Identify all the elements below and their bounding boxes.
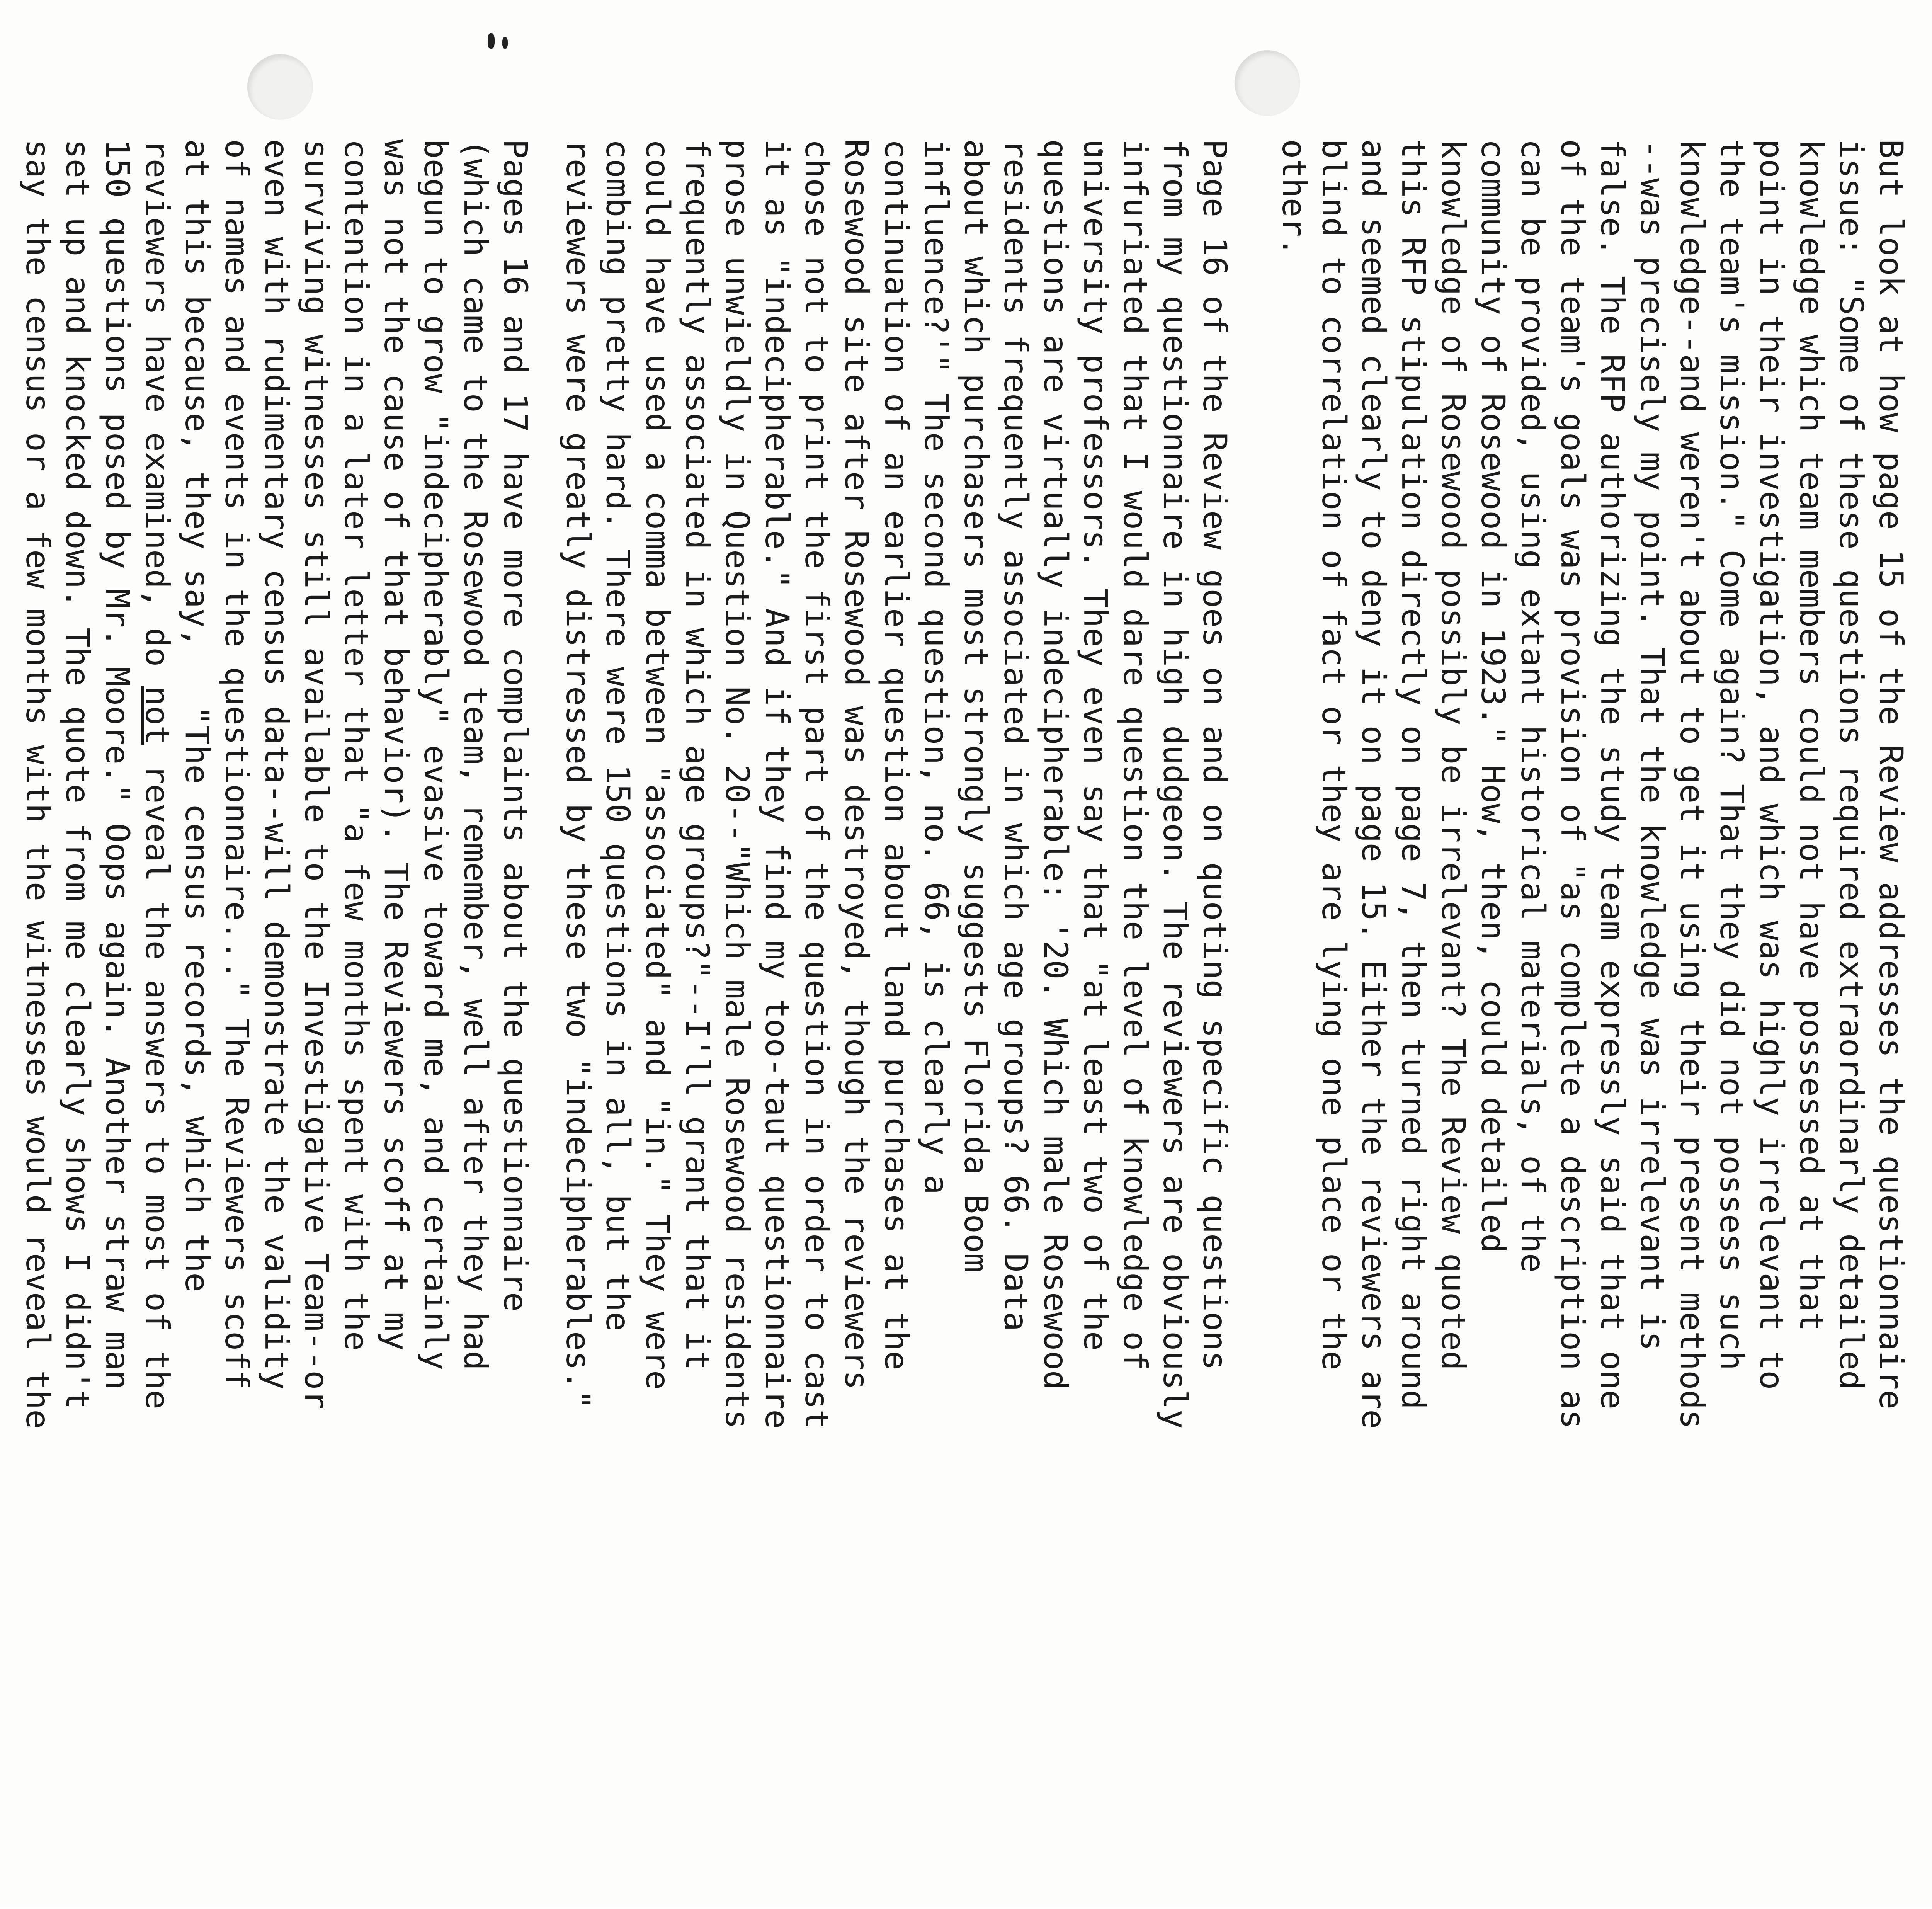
paragraph xyxy=(558,139,1235,1901)
text-line: from my questionnaire in high dudgeon. The reviewers are obviously xyxy=(1156,139,1194,1429)
text-line: frequently associated in which age groups?"--I'll grant that it xyxy=(679,139,716,1371)
paragraph xyxy=(1274,139,1911,1901)
text-line: the team's mission." Come again? That they did not possess such xyxy=(1713,139,1751,1371)
typewritten-text-block xyxy=(19,8,1932,1894)
paragraph xyxy=(18,139,535,1901)
text-line: But look at how page 15 of the Review addresses the questionnaire xyxy=(1872,139,1910,1410)
text-line: combing pretty hard. There were 150 questions in all, but the xyxy=(599,139,637,1331)
text-line: community of Rosewood in 1923." How, then, could detailed xyxy=(1474,139,1512,1253)
text-line: knowledge which team members could not have possessed at that xyxy=(1793,139,1830,1331)
text-line: it as "indecipherable." And if they find my too-taut questionnaire xyxy=(758,139,796,1429)
text-line: could have used a comma between "associated" and "in." They were xyxy=(639,139,677,1390)
underlined-word: not xyxy=(138,686,176,745)
text-segment: reviewers have examined, do xyxy=(138,139,176,687)
text-line: set up and knocked down. The quote from me clearly shows I didn't xyxy=(59,139,97,1410)
text-line: university professors. They even say that "at least two of the xyxy=(1077,139,1114,1351)
text-line: say the census or a few months with the witnesses would reveal the xyxy=(19,139,57,1429)
text-line: blind to correlation of fact or they are lying one place or the xyxy=(1315,139,1353,1371)
text-line: 150 questions posed by Mr. Moore." Oops again. Another straw man xyxy=(99,139,136,1390)
text-line: other. xyxy=(1275,139,1313,257)
text-line: can be provided, using extant historical materials, of the xyxy=(1514,139,1552,1273)
text-line: false. The RFP authorizing the study team expressly said that one xyxy=(1594,139,1631,1410)
text-line: continuation of an earlier question about land purchases at the xyxy=(878,139,915,1371)
text-line: infuriated that I would dare question the level of knowledge of xyxy=(1116,139,1154,1371)
text-line: residents frequently associated in which age groups? 66. Data xyxy=(997,139,1035,1331)
text-line: even with rudimentary census data--will demonstrate the validity xyxy=(258,139,296,1390)
text-line: questions are virtually indecipherable: '20. Which male Rosewood xyxy=(1037,139,1075,1390)
text-line: issue: "Some of these questions required extraordinarly detailed xyxy=(1832,139,1870,1390)
text-line: this RFP stipulation directly on page 7, then turned right around xyxy=(1395,139,1432,1410)
text-line: begun to grow "indecipherably" evasive toward me, and certainly xyxy=(417,139,455,1371)
text-line: about which purchasers most strongly suggests Florida Boom xyxy=(957,139,995,1273)
text-line: Page 16 of the Review goes on and on quoting specific questions xyxy=(1196,139,1234,1371)
text-line: (which came to the Rosewood team, remember, well after they had xyxy=(457,139,495,1371)
text-line: influence?'" The second question, no. 66, is clearly a xyxy=(917,139,955,1194)
text-line: knowledge--and weren't about to get it using their present methods xyxy=(1673,139,1711,1429)
text-line: Pages 16 and 17 have more complaints about the questionnaire xyxy=(497,139,534,1312)
text-line: prose unwieldly in Question No. 20--"Which male Rosewood residents xyxy=(718,139,756,1429)
text-line: --was precisely my point. That the knowledge was irrelevant is xyxy=(1633,139,1671,1351)
text-segment: reveal the answers to most of the xyxy=(138,745,176,1410)
text-line: at this because, they say, "The census records, which the xyxy=(178,139,216,1292)
text-line: of names and events in the questionnaire..." The Reviewers scoff xyxy=(218,139,256,1390)
text-line: point in their investigation, and which was highly irrelevant to xyxy=(1753,139,1791,1390)
text-line: surviving witnesses still available to the Investigative Team--or xyxy=(298,139,335,1410)
text-line: Rosewood site after Rosewood was destroyed, though the reviewers xyxy=(838,139,876,1390)
text-line: of the team's goals was provision of "as complete a description as xyxy=(1554,139,1592,1429)
text-line: reviewers were greatly distressed by these two "indecipherables." xyxy=(559,139,597,1410)
text-line: knowledge of Rosewood possibly be irrelevant? The Review quoted xyxy=(1434,139,1472,1371)
text-line xyxy=(137,139,177,1901)
text-line: chose not to print the first part of the question in order to cast xyxy=(798,139,836,1429)
text-line: contention in a later letter that "a few months spent with the xyxy=(337,139,375,1351)
text-line: was not the cause of that behavior). The Reviewers scoff at my xyxy=(377,139,415,1351)
text-line: and seemed clearly to deny it on page 15. Either the reviewers are xyxy=(1355,139,1393,1429)
